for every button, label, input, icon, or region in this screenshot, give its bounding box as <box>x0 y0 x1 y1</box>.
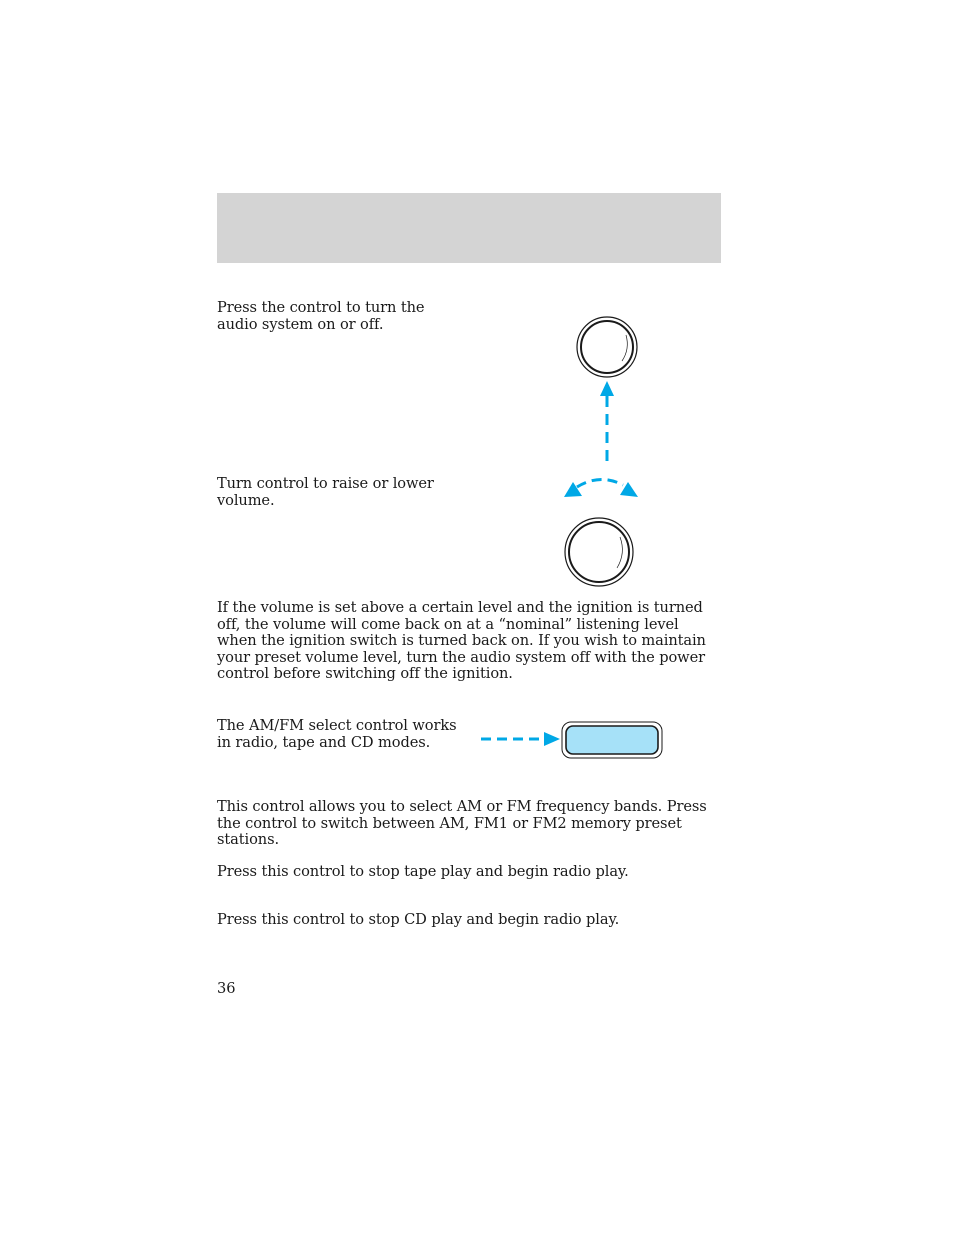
power-volume-figure <box>560 305 660 595</box>
cd-to-radio-text: Press this control to stop CD play and begin radio play. <box>217 911 620 928</box>
amfm-instruction-text: The AM/FM select control works in radio, tape and CD modes. <box>217 717 457 751</box>
power-knob-icon <box>577 317 637 377</box>
page-number: 36 <box>217 980 236 997</box>
volume-knob-icon <box>565 518 633 586</box>
dashed-right-arrow-icon <box>481 732 560 746</box>
rotate-arrows-icon <box>564 479 638 497</box>
section-header-band <box>217 193 721 263</box>
am-fm-button-icon <box>562 722 662 758</box>
power-instruction-text: Press the control to turn the audio system on or off. <box>217 299 425 333</box>
tape-to-radio-text: Press this control to stop tape play and begin radio play. <box>217 863 629 880</box>
amfm-bands-paragraph: This control allows you to select AM or FM frequency bands. Press the control to switch between AM, FM1 or FM2 memory preset stations. <box>217 798 707 848</box>
volume-note-paragraph: If the volume is set above a certain level and the ignition is turned off, the volume will come back on at a “nominal” listening level when the ignition switch is turned back on. If you wish to maintain your preset volume level, turn the audio system off with the power control before switching off the ignition. <box>217 599 706 682</box>
volume-instruction-text: Turn control to raise or lower volume. <box>217 475 434 509</box>
dashed-up-arrow-icon <box>600 381 614 461</box>
amfm-figure <box>478 718 668 763</box>
